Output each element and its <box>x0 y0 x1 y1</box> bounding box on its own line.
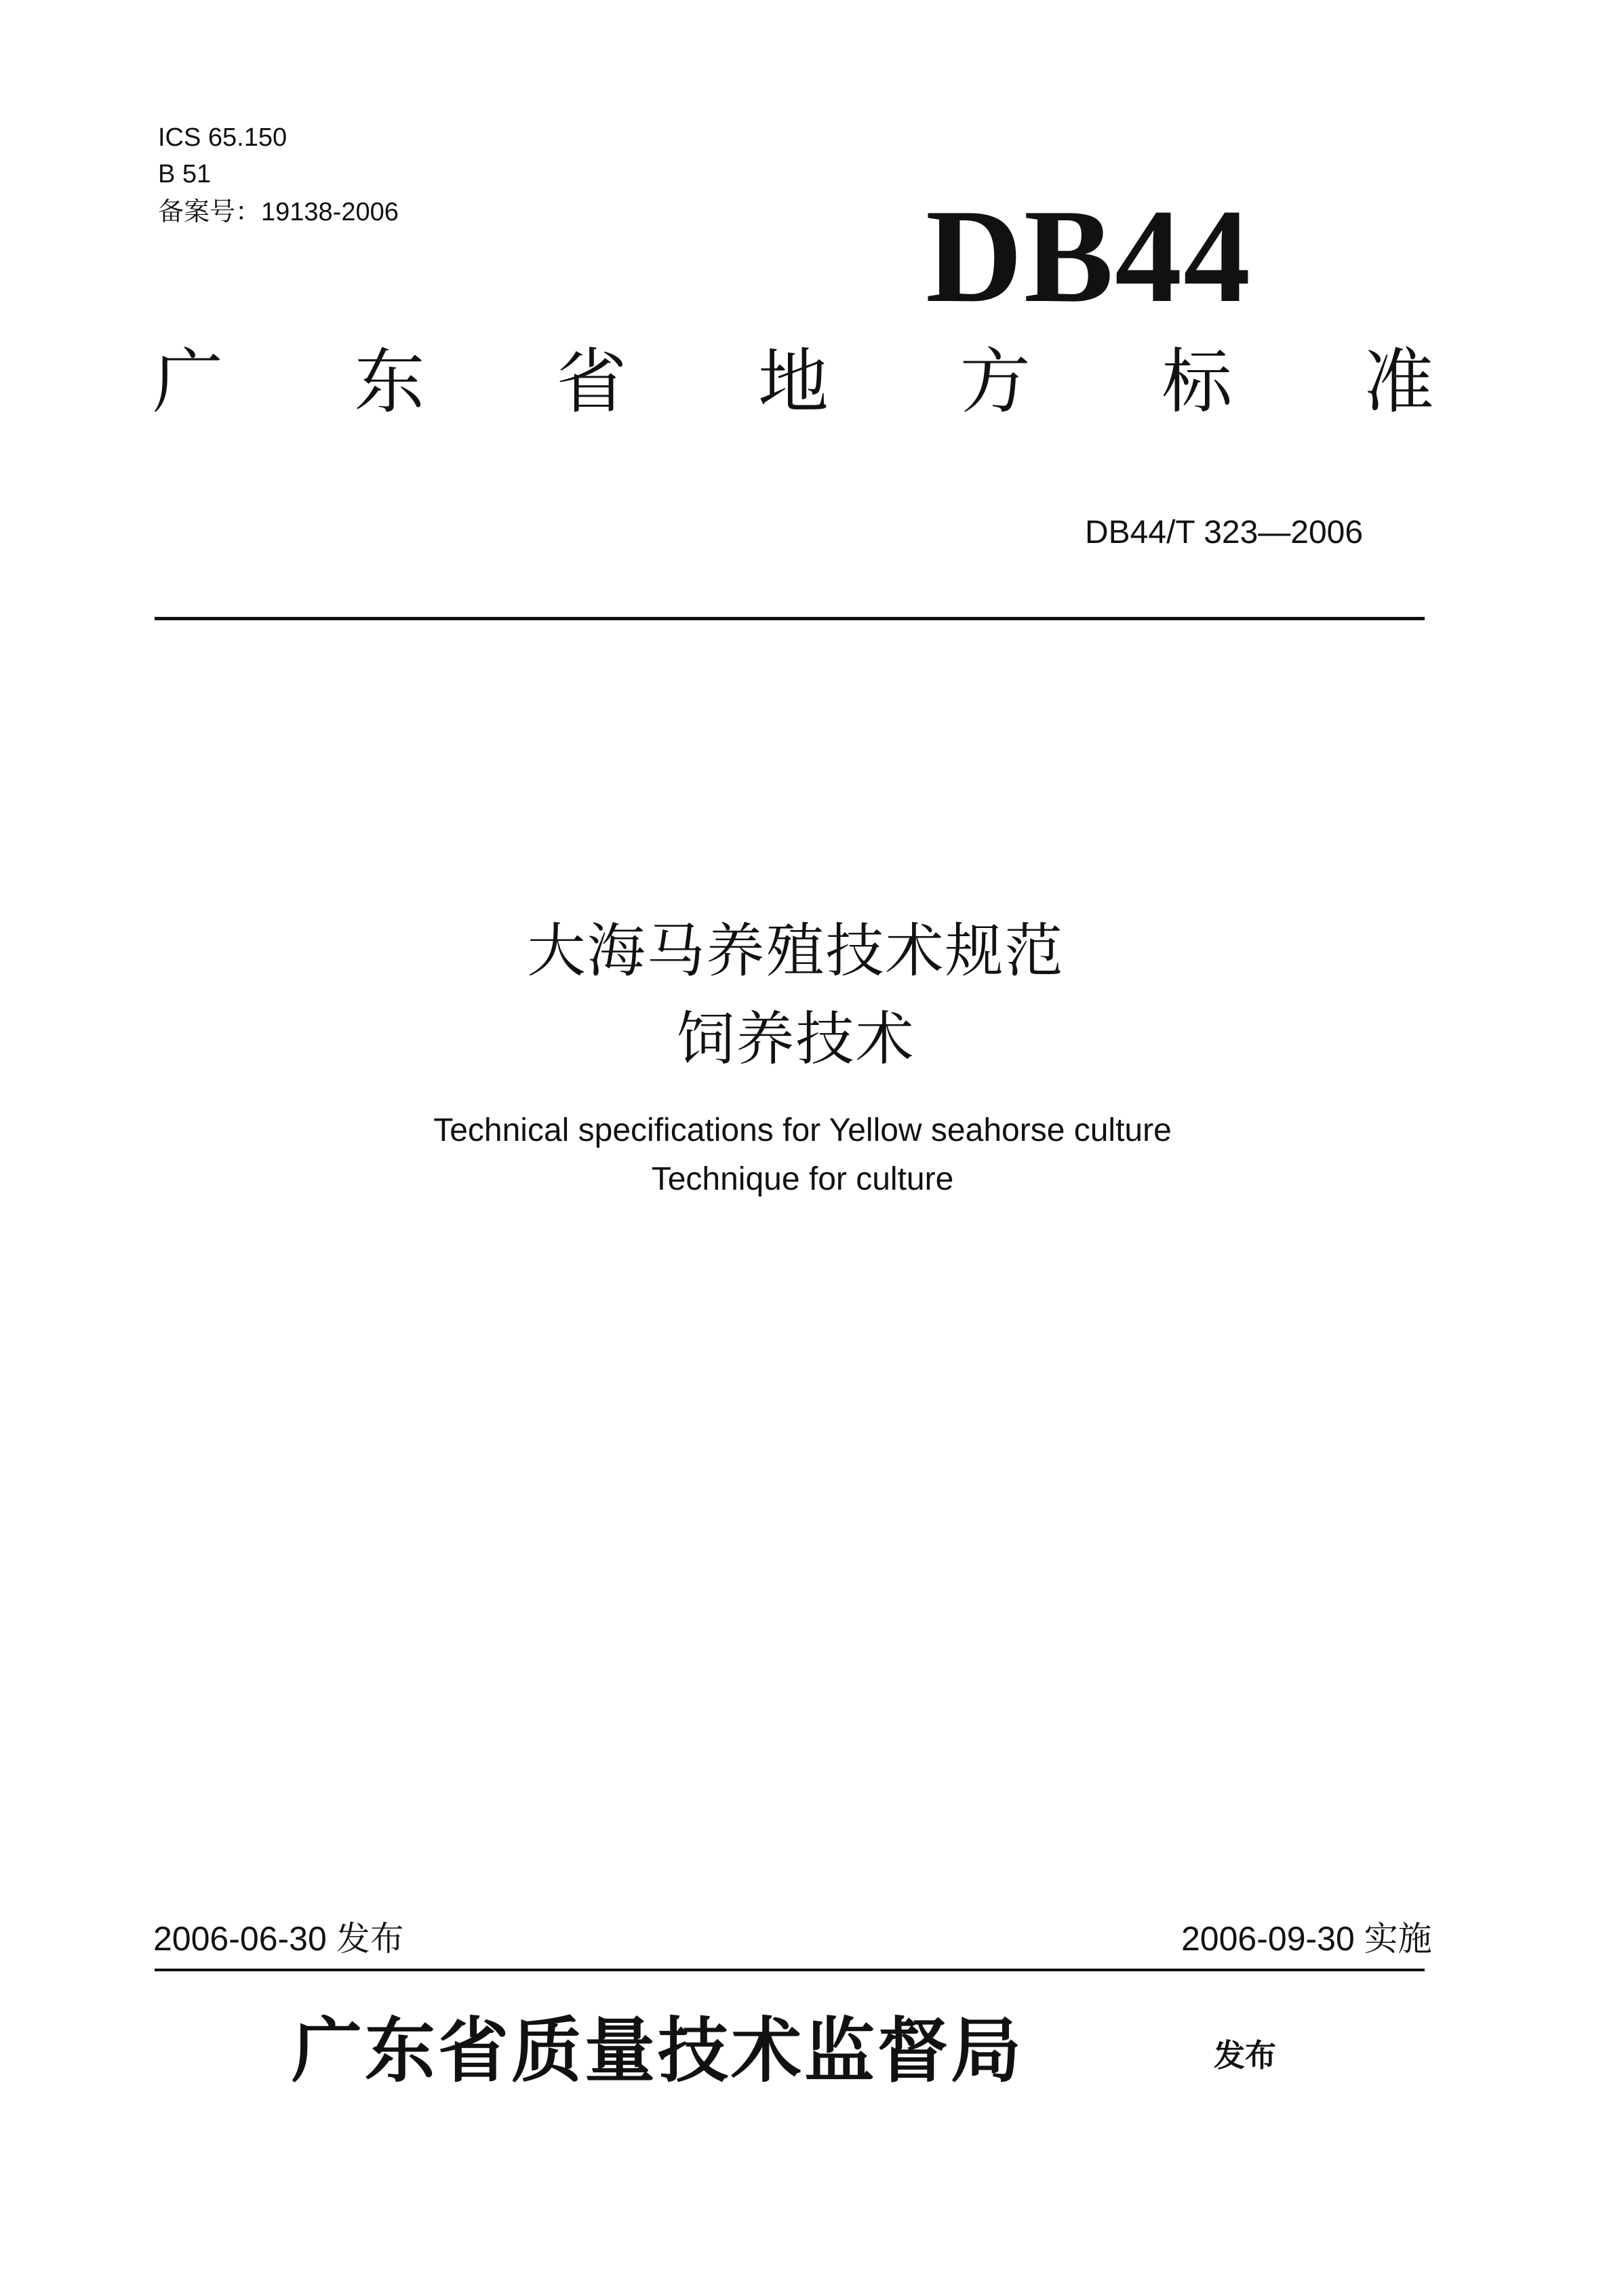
standard-type-char: 广 <box>153 340 224 423</box>
issue-date: 2006-06-30 发布 <box>153 1920 404 1958</box>
standard-number: DB44/T 323—2006 <box>1085 515 1364 550</box>
issuing-authority: 广东省质量技术监督局 <box>292 2009 1025 2092</box>
record-number: 备案号：19138-2006 <box>158 198 399 226</box>
implementation-date: 2006-09-30 实施 <box>1181 1920 1432 1958</box>
standard-type-char: 方 <box>959 340 1031 423</box>
title-english-sub: Technique for culture <box>651 1161 954 1197</box>
title-english-main: Technical specifications for Yellow seahorse culture <box>433 1112 1172 1148</box>
ccs-code: B 51 <box>158 160 212 188</box>
db44-logo: DB44 <box>926 182 1252 330</box>
title-chinese-main: 大海马养殖技术规范 <box>527 917 1065 985</box>
ics-code: ICS 65.150 <box>158 123 288 152</box>
standard-type-heading <box>153 338 1434 426</box>
standard-type-char: 省 <box>556 340 627 423</box>
standard-type-char: 准 <box>1363 340 1434 423</box>
bottom-divider <box>155 1969 1425 1971</box>
standard-type-char: 地 <box>757 340 829 423</box>
title-chinese-sub: 饲养技术 <box>676 1005 915 1073</box>
issuing-authority-suffix: 发布 <box>1214 2037 1276 2074</box>
standard-type-char: 标 <box>1162 340 1233 423</box>
top-divider <box>155 617 1425 620</box>
standard-type-char: 东 <box>354 340 425 423</box>
